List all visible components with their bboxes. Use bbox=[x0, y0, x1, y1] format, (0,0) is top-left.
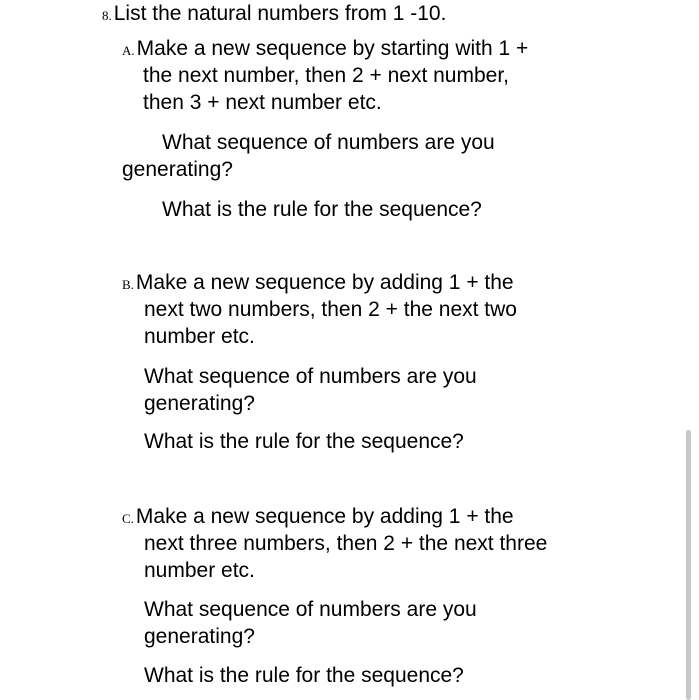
part-c-line-2: next three numbers, then 2 + the next three bbox=[144, 532, 548, 555]
part-a-question-2: What is the rule for the sequence? bbox=[162, 198, 482, 221]
part-c-line-1 bbox=[122, 503, 514, 532]
part-a-line-3: then 3 + next number etc. bbox=[143, 91, 382, 114]
part-a-text-1: Make a new sequence by starting with 1 + bbox=[136, 37, 529, 60]
part-b-text-1: Make a new sequence by adding 1 + the bbox=[135, 271, 514, 294]
question-heading bbox=[102, 0, 446, 29]
part-b-line-1 bbox=[122, 269, 514, 298]
question-number: 8. bbox=[102, 8, 112, 23]
part-a-line-1 bbox=[122, 35, 528, 64]
question-text: List the natural numbers from 1 -10. bbox=[113, 2, 447, 25]
part-b-line-3: number etc. bbox=[144, 325, 255, 348]
part-b-question-1-line-1: What sequence of numbers are you bbox=[144, 365, 477, 388]
part-a-question-1-line-2: generating? bbox=[122, 158, 233, 181]
part-a-label: A. bbox=[122, 43, 135, 58]
vertical-scrollbar-thumb[interactable] bbox=[686, 430, 691, 700]
part-c-line-3: number etc. bbox=[144, 559, 255, 582]
part-c-label: C. bbox=[122, 511, 134, 526]
part-b-line-2: next two numbers, then 2 + the next two bbox=[144, 298, 517, 321]
part-c-text-1: Make a new sequence by adding 1 + the bbox=[135, 505, 514, 528]
part-c-question-1-line-2: generating? bbox=[144, 625, 255, 648]
part-a-line-2: the next number, then 2 + next number, bbox=[143, 64, 509, 87]
part-c-question-2: What is the rule for the sequence? bbox=[144, 664, 464, 687]
part-c-question-1-line-1: What sequence of numbers are you bbox=[144, 598, 477, 621]
part-b-label: B. bbox=[122, 277, 134, 292]
part-b-question-1-line-2: generating? bbox=[144, 392, 255, 415]
part-b-question-2: What is the rule for the sequence? bbox=[144, 430, 464, 453]
part-a-question-1-line-1: What sequence of numbers are you bbox=[162, 131, 495, 154]
